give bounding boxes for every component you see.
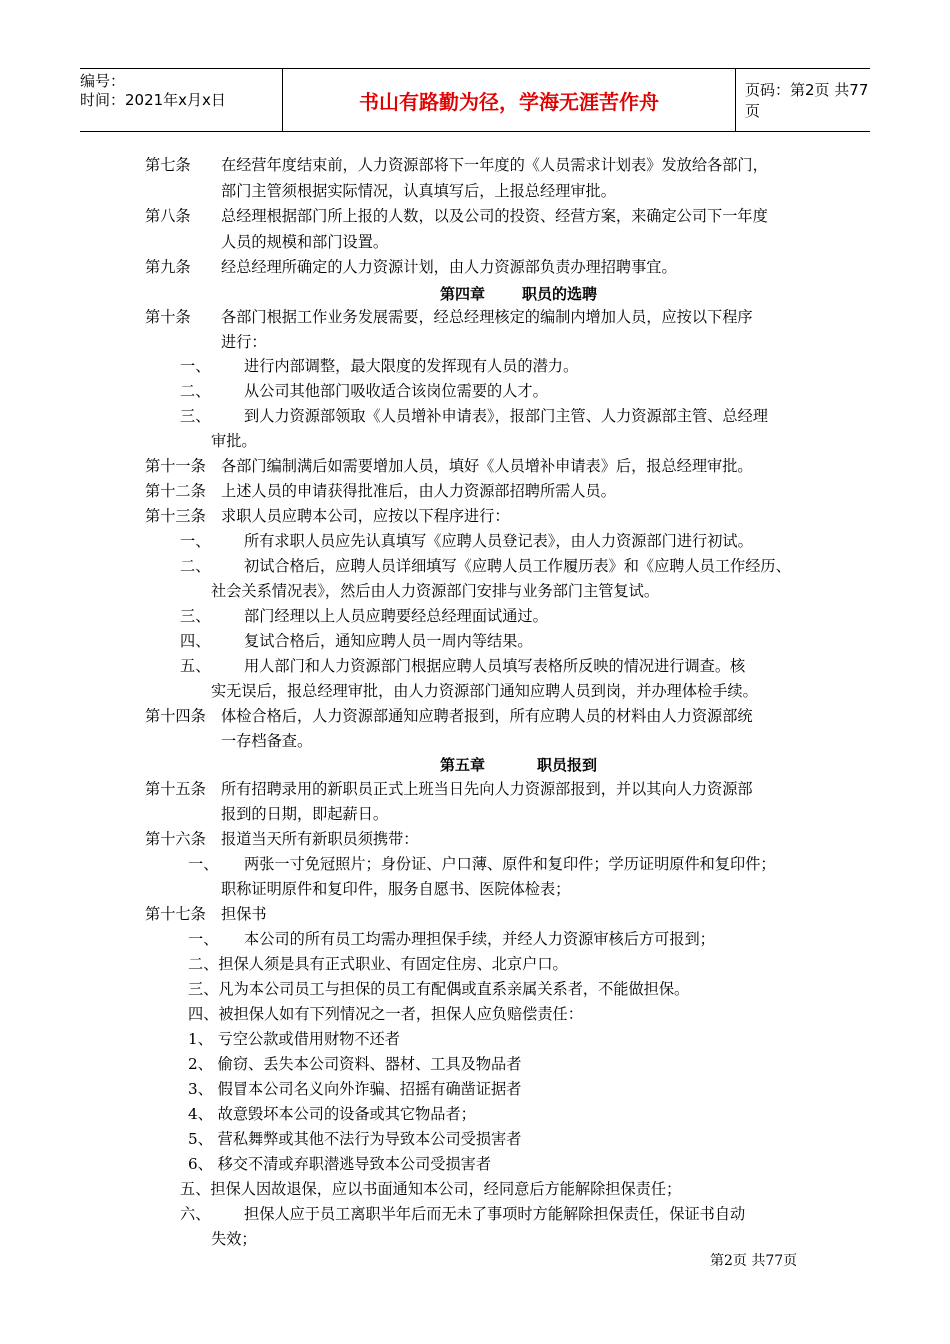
list-number: 二、 [180, 382, 211, 400]
page-footer: 第2页 共77页 [710, 1253, 798, 1269]
list-number: 二、 [180, 557, 211, 575]
body-text: 体检合格后，人力资源部通知应聘者报到，所有应聘人员的材料由人力资源部统 [221, 707, 753, 725]
body-text: 3、 假冒本公司名义向外诈骗、招摇有确凿证据者 [188, 1080, 522, 1098]
body-text: 一存档备查。 [221, 732, 313, 750]
list-number: 六、 [180, 1205, 211, 1223]
article-label: 第八条 [145, 207, 191, 225]
article-label: 第十五条 [145, 780, 206, 798]
body-text: 二、担保人须是具有正式职业、有固定住房、北京户口。 [188, 955, 568, 973]
article-label: 第十七条 [145, 905, 206, 923]
body-text: 1、 亏空公款或借用财物不还者 [188, 1030, 400, 1048]
body-text: 复试合格后，通知应聘人员一周内等结果。 [244, 632, 533, 650]
list-number: 三、 [180, 607, 211, 625]
body-text: 两张一寸免冠照片；身份证、户口薄、原件和复印件；学历证明原件和复印件； [244, 855, 776, 873]
body-text: 担保人应于员工离职半年后而无未了事项时方能解除担保责任，保证书自动 [244, 1205, 746, 1223]
list-number: 一、 [180, 357, 211, 375]
body-text: 部门主管须根据实际情况，认真填写后，上报总经理审批。 [221, 182, 616, 200]
body-text: 2、 偷窃、丢失本公司资料、器材、工具及物品者 [188, 1055, 522, 1073]
article-label: 第十四条 [145, 707, 206, 725]
body-text: 求职人员应聘本公司，应按以下程序进行： [221, 507, 510, 525]
article-label: 第十二条 [145, 482, 206, 500]
body-text: 进行内部调整，最大限度的发挥现有人员的潜力。 [244, 357, 579, 375]
body-text: 审批。 [211, 432, 257, 450]
header-page-number: 页码：第2页 共77页 [745, 81, 869, 120]
article-label: 第七条 [145, 156, 191, 174]
body-text: 6、 移交不清或弃职潜逃导致本公司受损害者 [188, 1155, 492, 1173]
body-text: 初试合格后，应聘人员详细填写《应聘人员工作履历表》和《应聘人员工作经历、 [244, 557, 791, 575]
chapter-title: 职员报到 [537, 756, 598, 774]
chapter-number: 第五章 [440, 756, 486, 774]
body-text: 从公司其他部门吸收适合该岗位需要的人才。 [244, 382, 548, 400]
body-text: 所有招聘录用的新职员正式上班当日先向人力资源部报到，并以其向人力资源部 [221, 780, 753, 798]
body-text: 到人力资源部领取《人员增补申请表》，报部门主管、人力资源部主管、总经理 [244, 407, 768, 425]
body-text: 职称证明原件和复印件，服务自愿书、医院体检表； [221, 880, 571, 898]
body-text: 人员的规模和部门设置。 [221, 233, 389, 251]
list-number: 五、 [180, 657, 211, 675]
body-text: 在经营年度结束前，人力资源部将下一年度的《人员需求计划表》发放给各部门， [221, 156, 768, 174]
body-text: 上述人员的申请获得批准后，由人力资源部招聘所需人员。 [221, 482, 616, 500]
article-label: 第十条 [145, 308, 191, 326]
body-text: 总经理根据部门所上报的人数，以及公司的投资、经营方案，来确定公司下一年度 [221, 207, 768, 225]
body-text: 进行： [221, 333, 267, 351]
header-meta [80, 69, 282, 134]
body-text: 失效； [211, 1230, 257, 1248]
list-number: 三、 [180, 407, 211, 425]
document-number-label: 编号： [80, 72, 126, 90]
body-text: 所有求职人员应先认真填写《应聘人员登记表》，由人力资源部门进行初试。 [244, 532, 753, 550]
article-label: 第十一条 [145, 457, 206, 475]
body-text: 五、担保人因故退保，应以书面通知本公司，经同意后方能解除担保责任； [180, 1180, 682, 1198]
body-text: 报道当天所有新职员须携带： [221, 830, 419, 848]
document-time-label: 时间：2021年x月x日 [80, 91, 226, 109]
article-label: 第十六条 [145, 830, 206, 848]
body-text: 经总经理所确定的人力资源计划，由人力资源部负责办理招聘事宜。 [221, 258, 677, 276]
body-text: 各部门编制满后如需要增加人员，填好《人员增补申请表》后，报总经理审批。 [221, 457, 753, 475]
article-label: 第十三条 [145, 507, 206, 525]
list-number: 一、 [188, 855, 219, 873]
body-text: 社会关系情况表》，然后由人力资源部门安排与业务部门主管复试。 [211, 582, 660, 600]
body-text: 担保书 [221, 905, 267, 923]
body-text: 报到的日期，即起薪日。 [221, 805, 389, 823]
body-text: 各部门根据工作业务发展需要，经总经理核定的编制内增加人员，应按以下程序 [221, 308, 753, 326]
list-number: 四、 [180, 632, 211, 650]
body-text: 5、 营私舞弊或其他不法行为导致本公司受损害者 [188, 1130, 522, 1148]
chapter-number: 第四章 [440, 285, 486, 303]
header-motto: 书山有路勤为径，学海无涯苦作舟 [282, 69, 736, 131]
body-text: 实无误后，报总经理审批，由人力资源部门通知应聘人员到岗，并办理体检手续。 [211, 682, 758, 700]
list-number: 一、 [188, 930, 219, 948]
body-text: 用人部门和人力资源部门根据应聘人员填写表格所反映的情况进行调查。核 [244, 657, 746, 675]
article-label: 第九条 [145, 258, 191, 276]
page-header [80, 68, 870, 132]
body-text: 本公司的所有员工均需办理担保手续，并经人力资源审核后方可报到； [244, 930, 715, 948]
list-number: 一、 [180, 532, 211, 550]
body-text: 四、被担保人如有下列情况之一者，担保人应负赔偿责任： [188, 1005, 583, 1023]
body-text: 部门经理以上人员应聘要经总经理面试通过。 [244, 607, 548, 625]
body-text: 三、凡为本公司员工与担保的员工有配偶或直系亲属关系者，不能做担保。 [188, 980, 690, 998]
body-text: 4、 故意毁坏本公司的设备或其它物品者； [188, 1105, 476, 1123]
chapter-title: 职员的选聘 [522, 285, 598, 303]
